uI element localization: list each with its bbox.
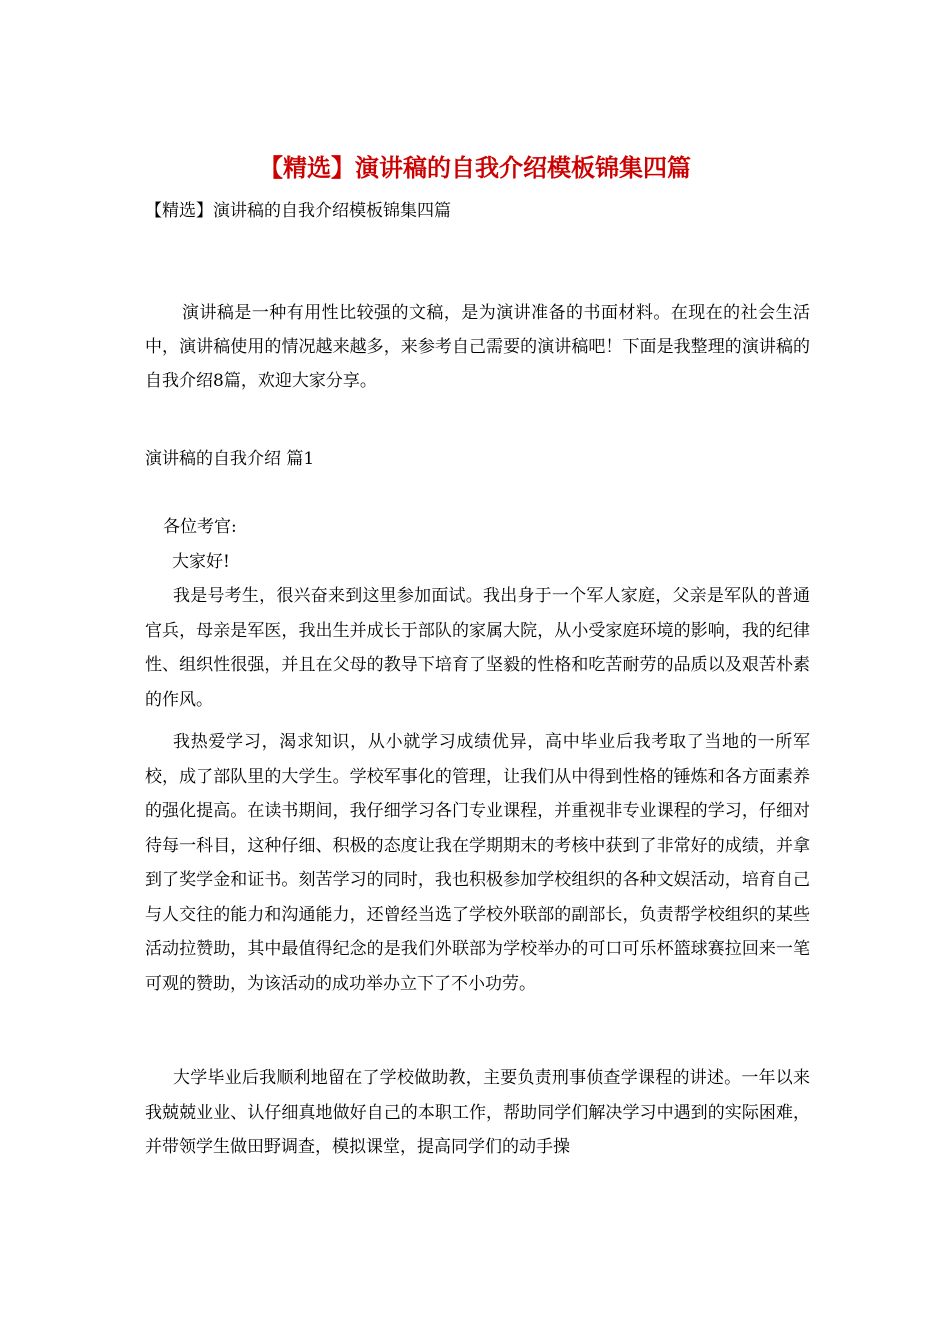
intro-paragraph: 演讲稿是一种有用性比较强的文稿，是为演讲准备的书面材料。在现在的社会生活中，演讲稿使用的情况越来越多，来参考自己需要的演讲稿吧！下面是我整理的演讲稿的自我介绍8篇，欢迎大家分享。 xyxy=(145,303,810,391)
hello-line: 大家好! xyxy=(172,552,230,572)
section-heading: 演讲稿的自我介绍 篇1 xyxy=(145,449,315,469)
body-paragraph: 大学毕业后我顺利地留在了学校做助教，主要负责刑事侦查学课程的讲述。一年以来我兢兢业业、认仔细真地做好自己的本职工作，帮助同学们解决学习中遇到的实际困难，并带领学生做田野调查，模拟课堂，提高同学们的动手操 xyxy=(145,1068,810,1157)
document-subtitle: 【精选】演讲稿的自我介绍模板锦集四篇 xyxy=(145,201,451,221)
document-title: 【精选】演讲稿的自我介绍模板锦集四篇 xyxy=(259,153,691,182)
body-paragraph: 我是号考生，很兴奋来到这里参加面试。我出身于一个军人家庭，父亲是军队的普通官兵，母亲是军医，我出生并成长于部队的家属大院，从小受家庭环境的影响，我的纪律性、组织性很强，并且在父母的教导下培育了坚毅的性格和吃苦耐劳的品质以及艰苦朴素的作风。 xyxy=(145,586,810,710)
body-paragraph: 我热爱学习，渴求知识，从小就学习成绩优异，高中毕业后我考取了当地的一所军校，成了部队里的大学生。学校军事化的管理，让我们从中得到性格的锤炼和各方面素养的强化提高。在读书期间，我仔细学习各门专业课程，并重视非专业课程的学习，仔细对待每一科目，这种仔细、积极的态度让我在学期期末的考核中获到了非常好的成绩，并拿到了奖学金和证书。刻苦学习的同时，我也积极参加学校组织的各种文娱活动，培育自己与人交往的能力和沟通能力，还曾经当选了学校外联部的副部长，负责帮学校组织的某些活动拉赞助，其中最值得纪念的是我们外联部为学校举办的可口可乐杯篮球赛拉回来一笔可观的赞助，为该活动的成功举办立下了不小功劳。 xyxy=(145,732,810,994)
greeting-line: 各位考官: xyxy=(163,517,237,537)
